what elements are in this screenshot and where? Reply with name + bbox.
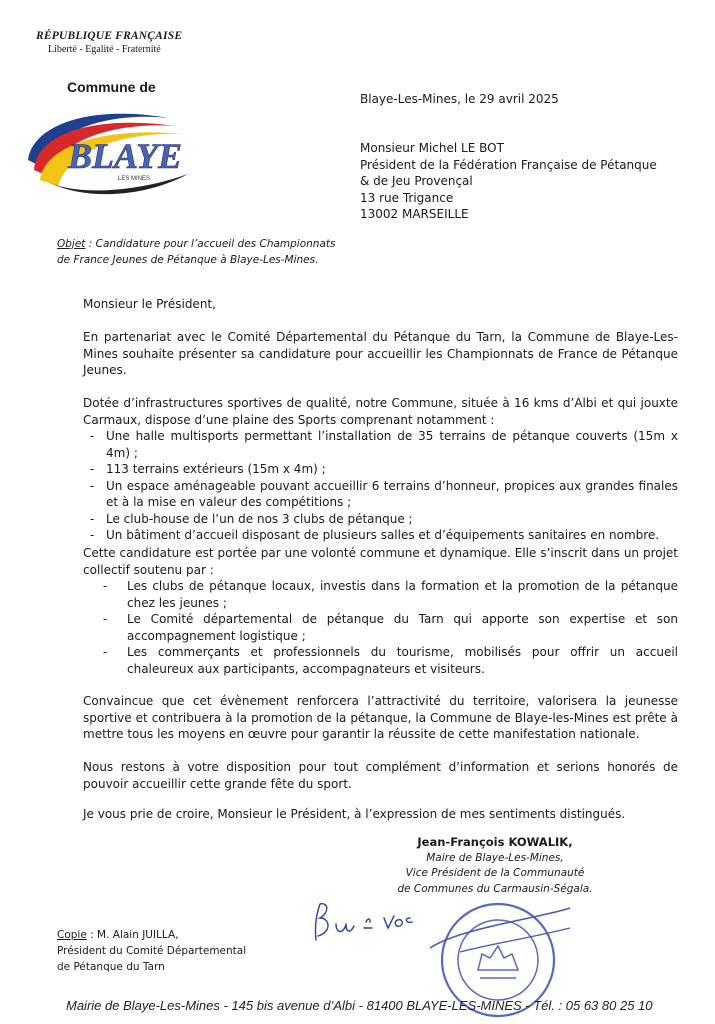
paragraph-1: En partenariat avec le Comité Départemental du Pétanque du Tarn, la Commune de Blaye-Les-Mines souhaite présenter sa candidature pour accueillir les Championnats de France de Pétanque Jeunes. <box>83 330 678 377</box>
paragraph-2: Dotée d’infrastructures sportives de qualité, notre Commune, située à 16 kms d’Albi et qui jouxte Carmaux, dispose d’une plaine des Sports comprenant notamment : <box>83 396 678 427</box>
signatory-title: Vice Président de la Communauté <box>405 867 585 879</box>
copy-block <box>57 927 246 975</box>
list-item: - Le club-house de l’un de nos 3 clubs de pétanque ; <box>83 511 678 528</box>
copy-line: : M. Alain JUILLA, <box>86 929 179 941</box>
recipient-line: Président de la Fédération Française de Pétanque <box>360 157 657 172</box>
handwritten-note <box>306 892 418 950</box>
recipient-line: 13002 MARSEILLE <box>360 207 469 221</box>
signatory-title: Maire de Blaye-Les-Mines, <box>426 851 564 864</box>
signatory-title: de Communes du Carmausin-Ségala. <box>397 882 593 895</box>
list-item: - Un bâtiment d’accueil disposant de plusieurs salles et d’équipements sanitaires en nombre. <box>83 527 678 544</box>
list-item: - Les commerçants et professionnels du tourisme, mobilisés pour offrir un accueil chaleureux aux participants, accompagnateurs et visiteurs. <box>83 644 678 677</box>
list-item: - 113 terrains extérieurs (15m x 4m) ; <box>83 461 678 478</box>
subject-label: Objet <box>57 238 86 250</box>
republique-francaise-heading: RÉPUBLIQUE FRANÇAISE <box>36 30 183 42</box>
commune-de-label: Commune de <box>67 79 156 95</box>
logo-text: BLAYE <box>68 136 183 176</box>
copy-line: de Pétanque du Tarn <box>57 961 165 973</box>
recipient-line: & de Jeu Provençal <box>360 174 473 188</box>
list-item: - Les clubs de pétanque locaux, investis dans la formation et la promotion de la pétanque chez les jeunes ; <box>83 578 678 611</box>
recipient-line: Monsieur Michel LE BOT <box>360 141 504 155</box>
closing-formula: Je vous prie de croire, Monsieur le Président, à l’expression de mes sentiments distingués. <box>83 807 626 821</box>
subject-block <box>57 237 335 268</box>
subject-line: : Candidature pour l’accueil des Championnats <box>85 238 336 250</box>
recipient-line: 13 rue Trigance <box>360 190 454 205</box>
supporters-list <box>83 578 678 677</box>
footer-address: Mairie de Blaye-Les-Mines - 145 bis avenue d’Albi - 81400 BLAYE-LES-MINES - Tél. : 05 63 80 25 10 <box>66 998 653 1013</box>
logo-subtext: LES MINES <box>118 176 151 182</box>
copy-line: Président du Comité Départemental <box>57 945 247 957</box>
list-item: - Le Comité départemental de pétanque du Tarn qui apporte son expertise et son accompagnement logistique ; <box>83 611 678 644</box>
letter-date: Blaye-Les-Mines, le 29 avril 2025 <box>360 92 559 106</box>
blaye-les-mines-logo <box>18 96 208 208</box>
list-item: - Un espace aménageable pouvant accueillir 6 terrains d’honneur, propices aux grandes finales et à la mise en valeur des compétitions ; <box>83 478 678 511</box>
paragraph-3-block <box>83 545 678 677</box>
salutation: Monsieur le Président, <box>83 297 216 311</box>
republic-motto: Liberté - Egalité - Fraternité <box>48 44 161 55</box>
infrastructure-list <box>83 428 678 544</box>
paragraph-4: Convaincue que cet évènement renforcera l’attractivité du territoire, valorisera la jeunesse sportive et contribuera à la promotion de la pétanque, la Commune de Blaye-les-Mines est prête à mettre tous les moyens en œuvre pour garantir la réussite de cette manifestation nationale. <box>83 694 678 741</box>
recipient-address <box>360 140 657 223</box>
paragraph-2-block <box>83 395 678 544</box>
copy-label: Copie <box>57 929 87 941</box>
list-item: - Une halle multisports permettant l’installation de 35 terrains de pétanque couverts (15m x 4m) ; <box>83 428 678 461</box>
subject-line: de France Jeunes de Pétanque à Blaye-Les-Mines. <box>57 253 319 266</box>
paragraph-5: Nous restons à votre disposition pour tout complément d’information et serions honorés de pouvoir accueillir cette grande fête du sport. <box>83 760 678 791</box>
paragraph-3: Cette candidature est portée par une volonté commune et dynamique. Elle s’inscrit dans un projet collectif soutenu par : <box>83 546 678 577</box>
signatory-name: Jean-François KOWALIK, <box>417 835 573 849</box>
